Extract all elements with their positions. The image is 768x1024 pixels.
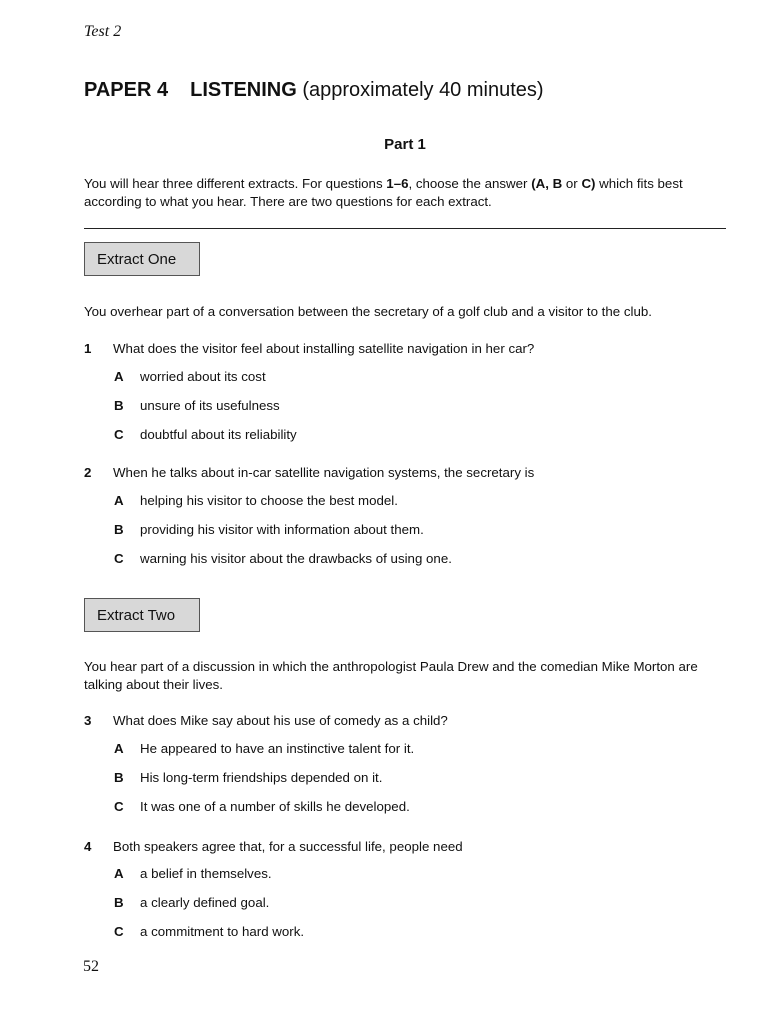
- paper-name: LISTENING: [190, 79, 297, 101]
- option-letter: A: [114, 493, 124, 508]
- instructions-c: C): [581, 176, 596, 191]
- question-number: 3: [84, 713, 92, 728]
- option-text: His long-term friendships depended on it.: [140, 770, 383, 785]
- instructions-post: which fits best according to what you hear. There are two questions for each extract.: [84, 176, 683, 209]
- divider-rule: [84, 228, 726, 229]
- instructions-range: 1–6: [386, 176, 409, 191]
- option-letter: C: [114, 924, 124, 939]
- option-letter: A: [114, 866, 124, 881]
- question-text: When he talks about in-car satellite navigation systems, the secretary is: [113, 465, 535, 480]
- extract-one-context: You overhear part of a conversation between the secretary of a golf club and a visitor to the club.: [84, 304, 652, 319]
- option-text: He appeared to have an instinctive talent for it.: [140, 741, 415, 756]
- extract-two-context: You hear part of a discussion in which the anthropologist Paula Drew and the comedian Mike Morton are talking about their lives.: [84, 659, 698, 692]
- running-head: Test 2: [84, 23, 122, 40]
- option-letter: C: [114, 551, 124, 566]
- instructions-mid: , choose the answer: [408, 176, 532, 191]
- paper-code: PAPER 4: [84, 79, 169, 101]
- option-text: a clearly defined goal.: [140, 895, 270, 910]
- option-text: a commitment to hard work.: [140, 924, 305, 939]
- instructions-or: or: [562, 176, 582, 191]
- option-text: worried about its cost: [140, 369, 266, 384]
- option-letter: C: [114, 799, 124, 814]
- paper-title: [84, 79, 544, 102]
- paper-duration: (approximately 40 minutes): [302, 79, 544, 101]
- option-text: doubtful about its reliability: [140, 427, 297, 442]
- option-text: warning his visitor about the drawbacks of using one.: [140, 551, 452, 566]
- extract-two-label: Extract Two: [84, 598, 200, 632]
- instructions-pre: You will hear three different extracts. For questions: [84, 176, 387, 191]
- question-number: 2: [84, 465, 92, 480]
- option-letter: A: [114, 369, 124, 384]
- option-letter: B: [114, 895, 124, 910]
- extract-one-label: Extract One: [84, 242, 200, 276]
- option-text: providing his visitor with information about them.: [140, 522, 424, 537]
- option-letter: B: [114, 398, 124, 413]
- option-letter: B: [114, 522, 124, 537]
- option-letter: B: [114, 770, 124, 785]
- option-letter: A: [114, 741, 124, 756]
- part-title: Part 1: [384, 136, 426, 153]
- instructions-choices: (A, B: [531, 176, 563, 191]
- option-text: helping his visitor to choose the best model.: [140, 493, 398, 508]
- question-number: 4: [84, 839, 92, 854]
- question-number: 1: [84, 341, 92, 356]
- option-text: unsure of its usefulness: [140, 398, 280, 413]
- page-number: 52: [83, 958, 99, 975]
- option-text: It was one of a number of skills he developed.: [140, 799, 410, 814]
- question-text: What does Mike say about his use of comedy as a child?: [113, 713, 448, 728]
- option-letter: C: [114, 427, 124, 442]
- instructions: [84, 175, 734, 211]
- question-text: What does the visitor feel about installing satellite navigation in her car?: [113, 341, 535, 356]
- question-text: Both speakers agree that, for a successful life, people need: [113, 839, 463, 854]
- option-text: a belief in themselves.: [140, 866, 272, 881]
